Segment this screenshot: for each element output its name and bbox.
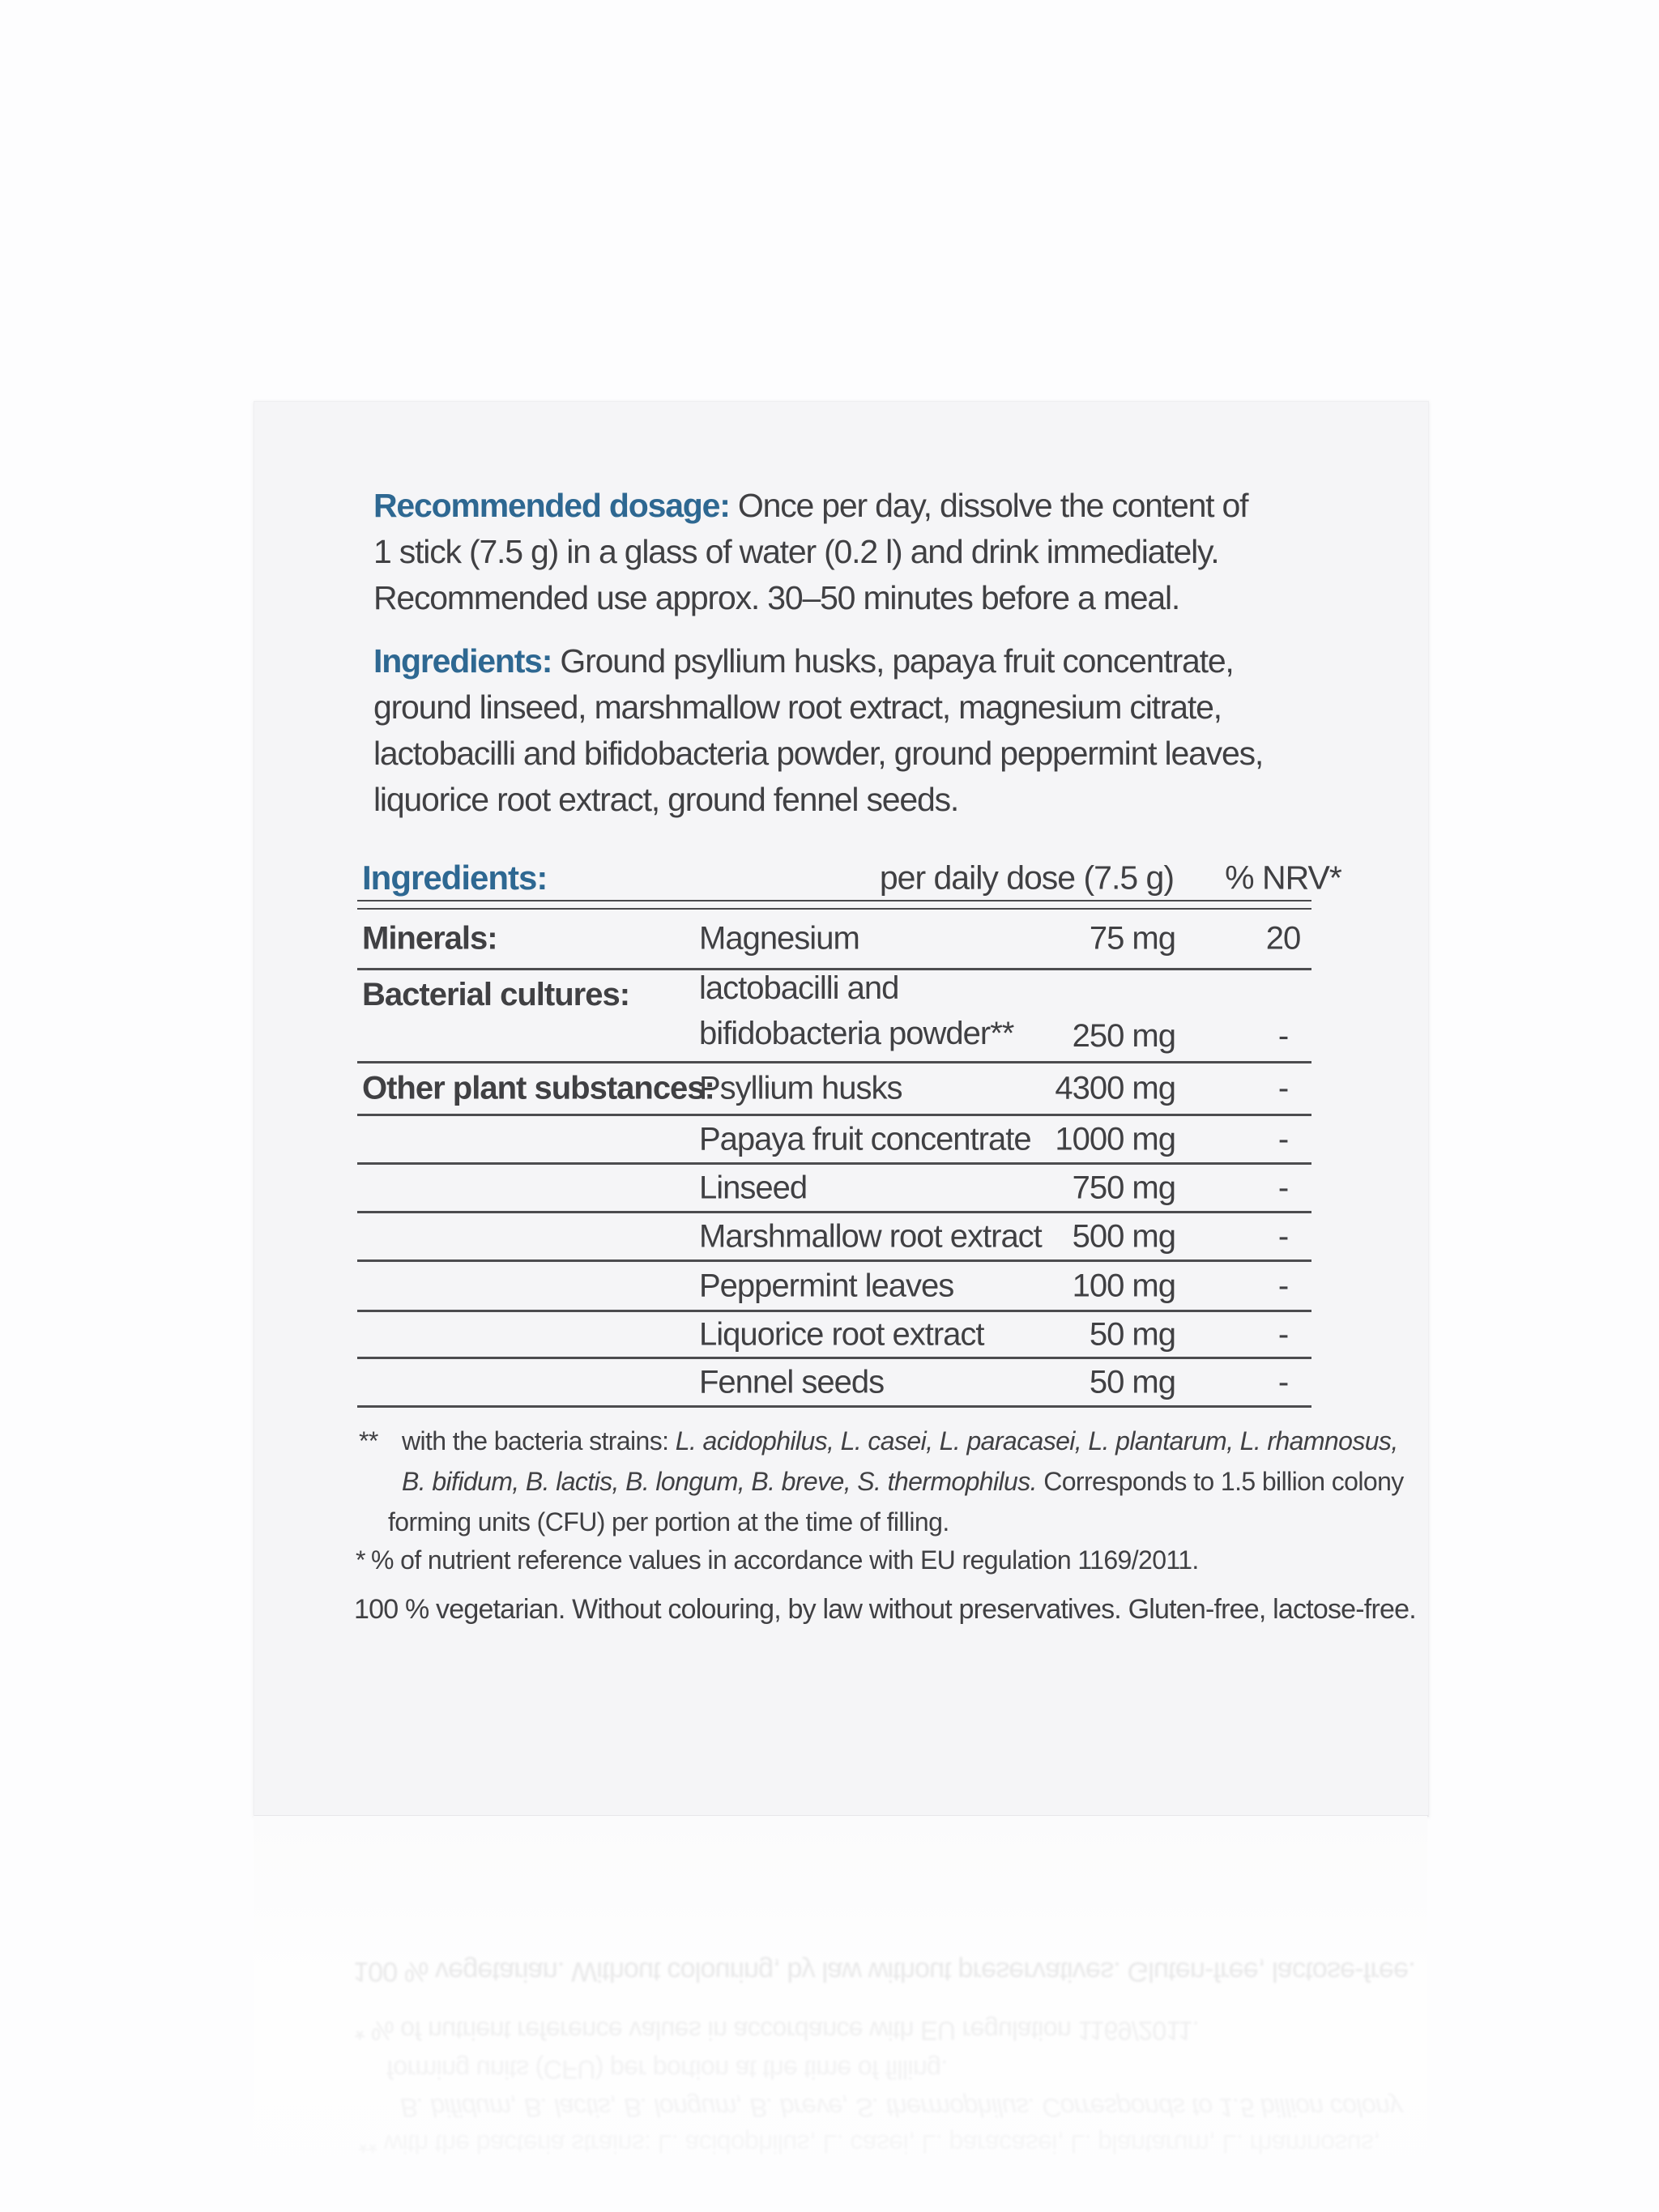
table-row: [357, 1063, 1311, 1116]
reflection-line: 100 % vegetarian. Without colouring, by law without preservatives. Gluten-free, lactose-free.: [353, 1956, 1415, 1987]
row-amount: 50 mg: [1089, 1364, 1175, 1400]
row-nrv: -: [1277, 1268, 1289, 1303]
dosage-line: Recommended use approx. 30–50 minutes before a meal.: [373, 579, 1180, 616]
row-amount: 250 mg: [1072, 1018, 1175, 1054]
row-nrv: -: [1277, 1316, 1289, 1352]
claims-line: 100 % vegetarian. Without colouring, by law without preservatives. Gluten-free, lactose-free.: [354, 1594, 1416, 1625]
dosage-line: [373, 483, 1247, 529]
dosage-paragraph: [373, 483, 1247, 621]
reflection-line: B. bifidum, B. lactis, B. longum, B. breve, S. thermophilus. Corresponds to 1.5 billion colony: [400, 2093, 1402, 2122]
row-amount: 50 mg: [1089, 1316, 1175, 1352]
ingredients-line: [373, 638, 1263, 684]
row-ingredient: Fennel seeds: [699, 1364, 885, 1400]
row-amount: 100 mg: [1072, 1268, 1175, 1303]
nutrition-table: [357, 855, 1341, 1408]
table-header-dose: per daily dose (7.5 g): [879, 859, 1174, 896]
table-row: [357, 1116, 1311, 1165]
row-ingredient: Marshmallow root extract: [699, 1218, 1042, 1254]
reflection-line: [358, 2129, 1380, 2159]
row-nrv: 20: [1265, 920, 1301, 957]
ingredients-paragraph: [373, 638, 1263, 823]
footnote-strains: [359, 1421, 1404, 1542]
ingredients-line: lactobacilli and bifidobacteria powder, ground peppermint leaves,: [373, 735, 1264, 772]
table-row: [357, 910, 1311, 970]
row-category: Minerals:: [362, 920, 497, 957]
row-ingredient-line: lactobacilli and: [699, 970, 899, 1006]
row-amount: 75 mg: [1089, 920, 1175, 957]
product-label-card: [254, 401, 1429, 1817]
table-header-ingredients: Ingredients:: [362, 858, 548, 897]
reflection-line: * % of nutrient reference values in accordance with EU regulation 1169/2011.: [355, 2016, 1199, 2045]
table-row: [357, 1213, 1311, 1262]
footnote-text: with the bacteria strains: L. acidophilus, L. casei, L. paracasei, L. plantarum, L. rhamnosus,: [402, 1426, 1398, 1455]
footnote-nrv: [356, 1540, 1199, 1580]
table-row: [357, 1262, 1311, 1312]
table-header-nrv: % NRV*: [1225, 859, 1341, 896]
row-amount: 1000 mg: [1055, 1121, 1175, 1157]
row-ingredient: Magnesium: [699, 920, 859, 957]
dosage-text: Once per day, dissolve the content of: [729, 487, 1248, 524]
row-amount: 500 mg: [1072, 1218, 1175, 1254]
footnote-line: B. bifidum, B. lactis, B. longum, B. breve, S. thermophilus. Corresponds to 1.5 billion colony: [402, 1467, 1404, 1496]
row-nrv: -: [1277, 1218, 1289, 1254]
row-nrv: -: [1277, 1070, 1289, 1106]
ingredients-heading: Ingredients:: [373, 642, 552, 680]
footnote-marker: *: [356, 1545, 365, 1575]
table-header: [357, 855, 1341, 900]
footnote-line: forming units (CFU) per portion at the time of filling.: [388, 1507, 949, 1536]
row-ingredient: Liquorice root extract: [699, 1316, 984, 1352]
footnote-text: % of nutrient reference values in accordance with EU regulation 1169/2011.: [371, 1545, 1199, 1575]
header-rule: [357, 900, 1311, 910]
row-nrv: -: [1277, 1018, 1289, 1054]
row-ingredient: Linseed: [699, 1170, 808, 1205]
footnote-line: [359, 1421, 1404, 1461]
ingredients-text: Ground psyllium husks, papaya fruit concentrate,: [552, 642, 1234, 680]
card-reflection: [254, 1816, 1427, 2212]
row-ingredient: Papaya fruit concentrate: [699, 1121, 1031, 1157]
row-nrv: -: [1277, 1170, 1289, 1205]
dosage-line: 1 stick (7.5 g) in a glass of water (0.2 l) and drink immediately.: [373, 533, 1219, 570]
reflection-line: forming units (CFU) per portion at the time of filling.: [386, 2055, 948, 2084]
table-row: [357, 1312, 1311, 1359]
row-category: Other plant substances:: [362, 1070, 714, 1106]
row-ingredient: Psyllium husks: [699, 1070, 902, 1106]
row-ingredient: Peppermint leaves: [699, 1268, 954, 1303]
ingredients-line: ground linseed, marshmallow root extract, magnesium citrate,: [373, 688, 1222, 726]
table-row: [357, 1165, 1311, 1213]
row-category: Bacterial cultures:: [362, 977, 630, 1012]
row-amount: 4300 mg: [1055, 1070, 1175, 1106]
footnote-marker: **: [359, 1426, 378, 1455]
ingredients-line: liquorice root extract, ground fennel seeds.: [373, 781, 959, 818]
dosage-heading: Recommended dosage:: [373, 487, 730, 524]
row-amount: 750 mg: [1072, 1170, 1175, 1205]
footnote-line: [356, 1540, 1199, 1580]
row-nrv: -: [1277, 1364, 1289, 1400]
row-nrv: -: [1277, 1121, 1289, 1157]
table-row: [357, 1359, 1311, 1408]
row-ingredient-line: bifidobacteria powder**: [699, 1016, 1014, 1051]
table-row: [357, 970, 1311, 1063]
